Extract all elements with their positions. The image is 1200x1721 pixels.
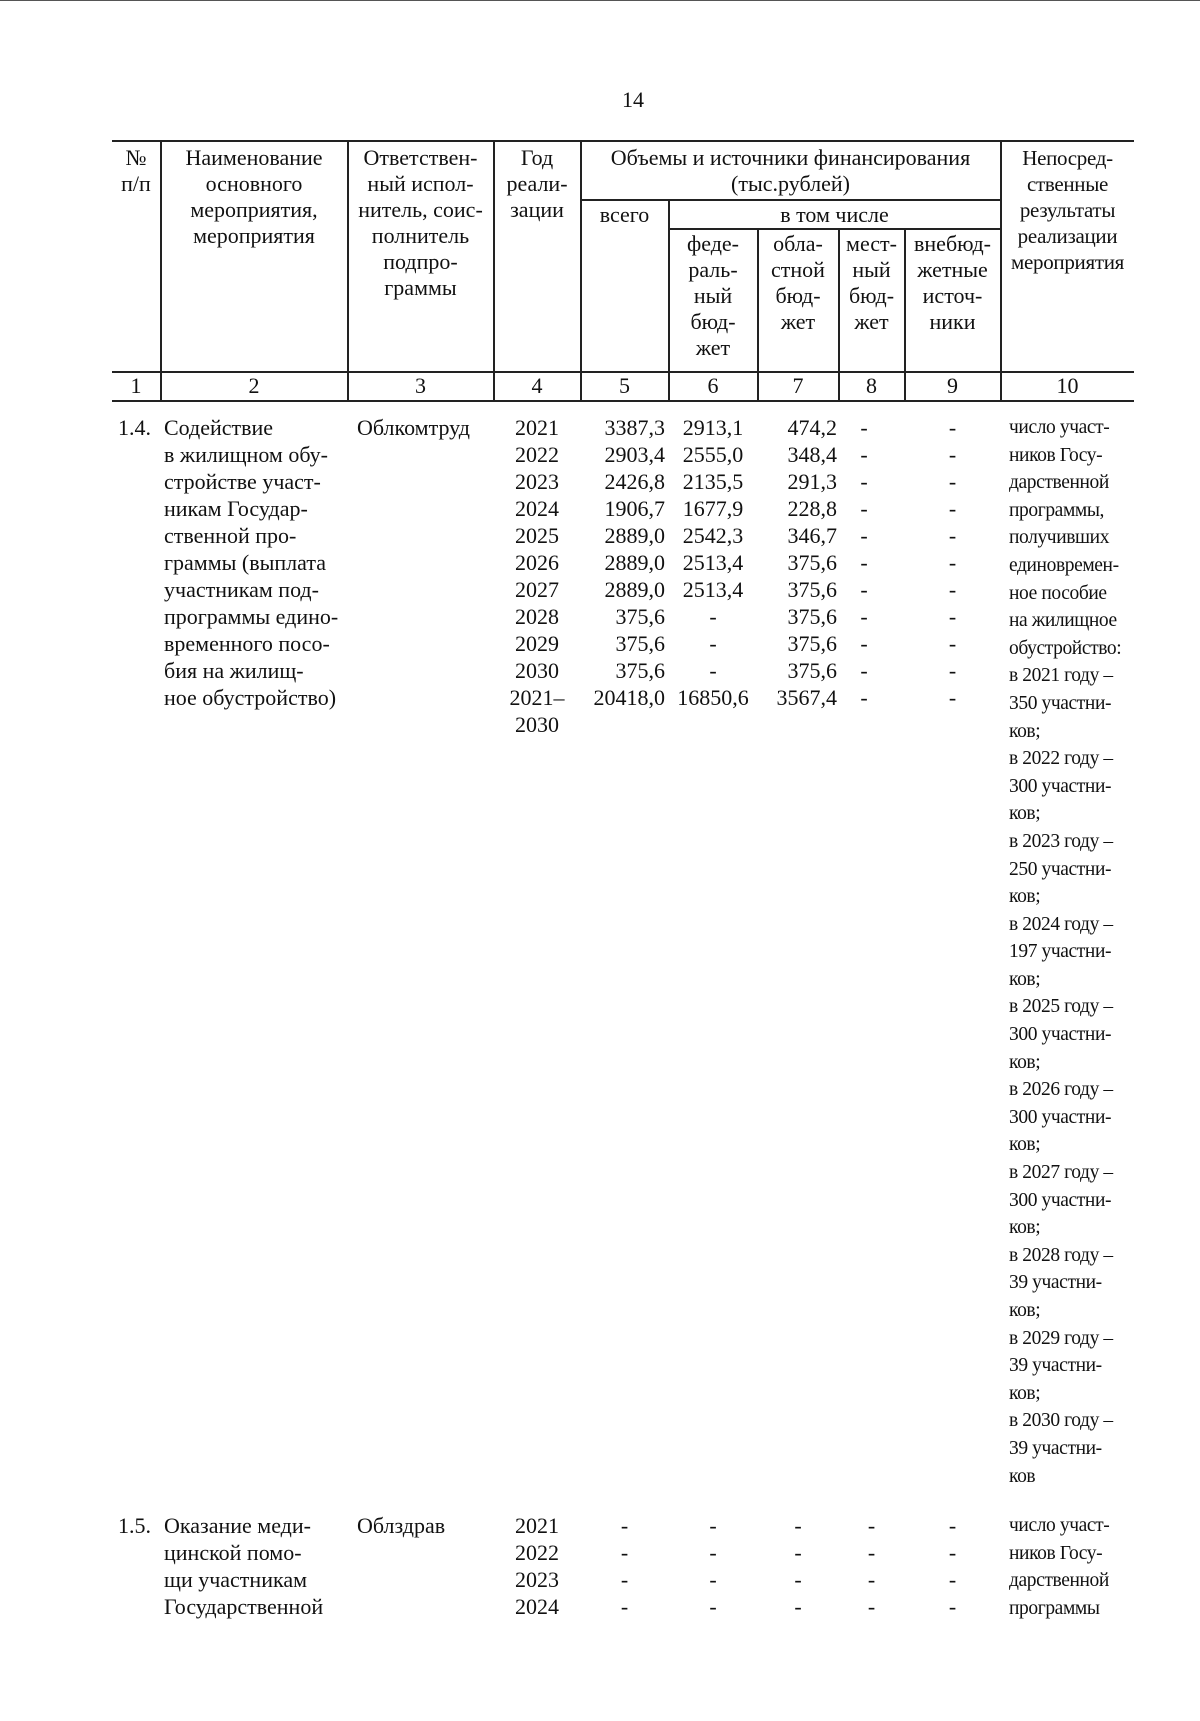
event-name: Содействие в жилищном обу- стройстве участ- никам Государ- ственной про- граммы (выплата участникам под- программы едино- временного посо- бия на жилищ- ное обустройство)	[164, 415, 339, 710]
extrabudget-values: - - - - - - - - - - -	[948, 415, 957, 710]
local-values: - - - - - - - - - - -	[860, 415, 868, 710]
years-list: 2021 2022 2023 2024	[515, 1513, 559, 1619]
column-number-7: 7	[792, 373, 804, 398]
column-number-6: 6	[707, 373, 719, 398]
header-extrabudget: внебюд- жетные источ- ники	[914, 231, 991, 334]
column-number-5: 5	[619, 373, 630, 398]
row-number: 1.5.	[118, 1513, 151, 1538]
total-values: - - - -	[620, 1513, 629, 1619]
page-number: 14	[622, 87, 644, 112]
header-responsible: Ответствен- ный испол- нитель, соис- полнитель подпро- граммы	[358, 145, 483, 300]
header-federal-budget: феде- раль- ный бюд- жет	[686, 231, 739, 360]
header-row-number: № п/п	[121, 145, 151, 196]
federal-values: - - - -	[709, 1513, 717, 1619]
subheader-border-total	[580, 199, 1000, 201]
regional-values: 474,2 348,4 291,3 228,8 346,7 375,6 375,6 375,6 375,6 375,6 3567,4	[776, 415, 837, 710]
column-number-9: 9	[947, 373, 958, 398]
scan-edge	[0, 0, 1200, 1]
row-number: 1.4.	[118, 415, 151, 440]
local-values: - - - -	[867, 1513, 876, 1619]
extrabudget-values: - - - -	[948, 1513, 957, 1619]
header-including: в том числе	[780, 202, 889, 227]
total-values: 3387,3 2903,4 2426,8 1906,7 2889,0 2889,0 2889,0 375,6 375,6 375,6 20418,0	[593, 415, 665, 710]
header-results: Непосред- ственные результаты реализации мероприятия	[1010, 146, 1125, 274]
federal-values: 2913,1 2555,0 2135,5 1677,9 2542,3 2513,4 2513,4 - - - 16850,6	[677, 415, 749, 710]
header-total: всего	[599, 202, 650, 227]
column-number-3: 3	[415, 373, 426, 398]
years-list: 2021 2022 2023 2024 2025 2026 2027 2028 2029 2030 2021– 2030	[509, 415, 565, 737]
event-name: Оказание меди- цинской помо- щи участникам Государственной	[164, 1513, 324, 1619]
header-regional-budget: обла- стной бюд- жет	[771, 231, 825, 334]
header-financing: Объемы и источники финансирования (тыс.рублей)	[610, 145, 971, 196]
regional-values: - - - -	[794, 1513, 802, 1619]
table-top-border	[112, 140, 1134, 142]
responsible-executor: Облздрав	[357, 1513, 446, 1538]
column-number-4: 4	[531, 373, 543, 398]
numbers-row-bottom-border	[112, 400, 1134, 402]
result-description: число участ- ников Госу- дарственной программы	[1009, 1515, 1110, 1619]
column-number-10: 10	[1056, 373, 1079, 398]
responsible-executor: Облкомтруд	[357, 415, 470, 440]
column-number-8: 8	[866, 373, 877, 398]
subheader-border-including	[668, 228, 1000, 230]
header-event-name: Наименование основного мероприятия, мероприятия	[185, 145, 323, 248]
column-number-1: 1	[130, 373, 142, 398]
header-year: Год реали- зации	[506, 145, 568, 222]
column-number-2: 2	[248, 373, 260, 398]
header-local-budget: мест- ный бюд- жет	[846, 231, 897, 334]
result-description: число участ- ников Госу- дарственной программы, получивших единовремен- ное пособие на жилищное обустройство: в 2021 году – 350 участни- ков; в 2022 году – 300 участни- ков; в 2023 году – 250 участни- ков; в 2024 году – 197 участни- ков; в 2025 году – 300 участни- ков; в 2026 году – 300 участни- ков; в 2027 году – 300 участни- ков; в 2028 году – 39 участни- ков; в 2029 году – 39 участни- ков; в 2030 году – 39 участни- ков	[1009, 417, 1122, 1487]
